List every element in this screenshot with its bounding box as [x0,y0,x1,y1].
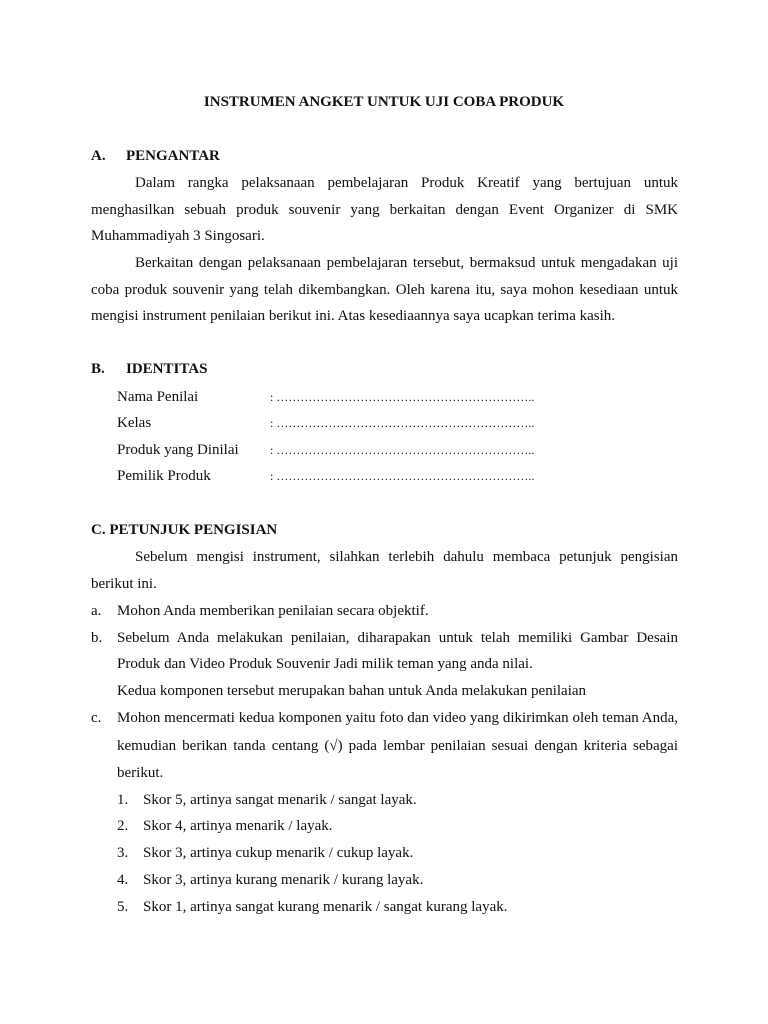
score-number: 1. [117,792,129,808]
list-item-b-line: Sebelum Anda melakukan penilaian, diharapakan untuk telah memiliki Gambar Desain [117,630,678,646]
identity-field-produk[interactable]: : ……………………………………………………….. [270,443,535,457]
section-a-paragraph-1-line: Dalam rangka pelaksanaan pembelajaran Produk Kreatif yang bertujuan untuk [135,175,678,191]
identity-field-pemilik[interactable]: : ……………………………………………………….. [270,469,535,483]
score-item: Skor 4, artinya menarik / layak. [143,818,333,834]
list-item-b-line: Produk dan Video Produk Souvenir Jadi milik teman yang anda nilai. [117,656,533,672]
list-item-a: Mohon Anda memberikan penilaian secara objektif. [117,603,429,619]
section-a-paragraph-1-line: menghasilkan sebuah produk souvenir yang berkaitan dengan Event Organizer di SMK [91,202,678,218]
section-a-paragraph-2-line: coba produk souvenir yang telah dikembangkan. Oleh karena itu, saya mohon kesediaan untuk [91,282,678,298]
identity-label-produk: Produk yang Dinilai [117,442,239,458]
list-marker-b: b. [91,630,103,646]
identity-field-nama-penilai[interactable]: : ……………………………………………………….. [270,390,535,404]
section-a-paragraph-1-line: Muhammadiyah 3 Singosari. [91,228,265,244]
score-number: 3. [117,845,129,861]
list-item-c-line: berikut. [117,765,164,781]
score-number: 5. [117,899,129,915]
section-b-heading: IDENTITAS [126,361,208,377]
section-a-heading: PENGANTAR [126,148,220,164]
section-b-letter: B. [91,361,105,377]
section-a-paragraph-2-line: mengisi instrument penilaian berikut ini. Atas kesediaannya saya ucapkan terima kasih. [91,308,616,324]
score-item: Skor 3, artinya kurang menarik / kurang layak. [143,872,424,888]
section-a-paragraph-2-line: Berkaitan dengan pelaksanaan pembelajaran tersebut, bermaksud untuk mengadakan uji [135,255,678,271]
score-number: 2. [117,818,129,834]
document-title: INSTRUMEN ANGKET UNTUK UJI COBA PRODUK [203,94,565,110]
score-number: 4. [117,872,129,888]
identity-field-kelas[interactable]: : ……………………………………………………….. [270,416,535,430]
list-item-c-line: kemudian berikan tanda centang (√) pada lembar penilaian sesuai dengan kriteria sebagai [117,738,678,754]
list-marker-a: a. [91,603,102,619]
score-item: Skor 3, artinya cukup menarik / cukup layak. [143,845,414,861]
list-marker-c: c. [91,710,102,726]
list-item-b-line: Kedua komponen tersebut merupakan bahan untuk Anda melakukan penilaian [117,683,587,699]
score-item: Skor 1, artinya sangat kurang menarik / sangat kurang layak. [143,899,508,915]
section-c-intro-line: Sebelum mengisi instrument, silahkan terlebih dahulu membaca petunjuk pengisian [135,549,678,565]
list-item-c-line: Mohon mencermati kedua komponen yaitu foto dan video yang dikirimkan oleh teman Anda, [117,710,678,726]
section-a-letter: A. [91,148,106,164]
identity-label-nama-penilai: Nama Penilai [117,389,199,405]
identity-label-kelas: Kelas [117,415,152,431]
section-c-heading: C. PETUNJUK PENGISIAN [91,522,278,538]
identity-label-pemilik: Pemilik Produk [117,468,211,484]
section-c-intro-line: berikut ini. [91,576,157,592]
score-item: Skor 5, artinya sangat menarik / sangat layak. [143,792,417,808]
